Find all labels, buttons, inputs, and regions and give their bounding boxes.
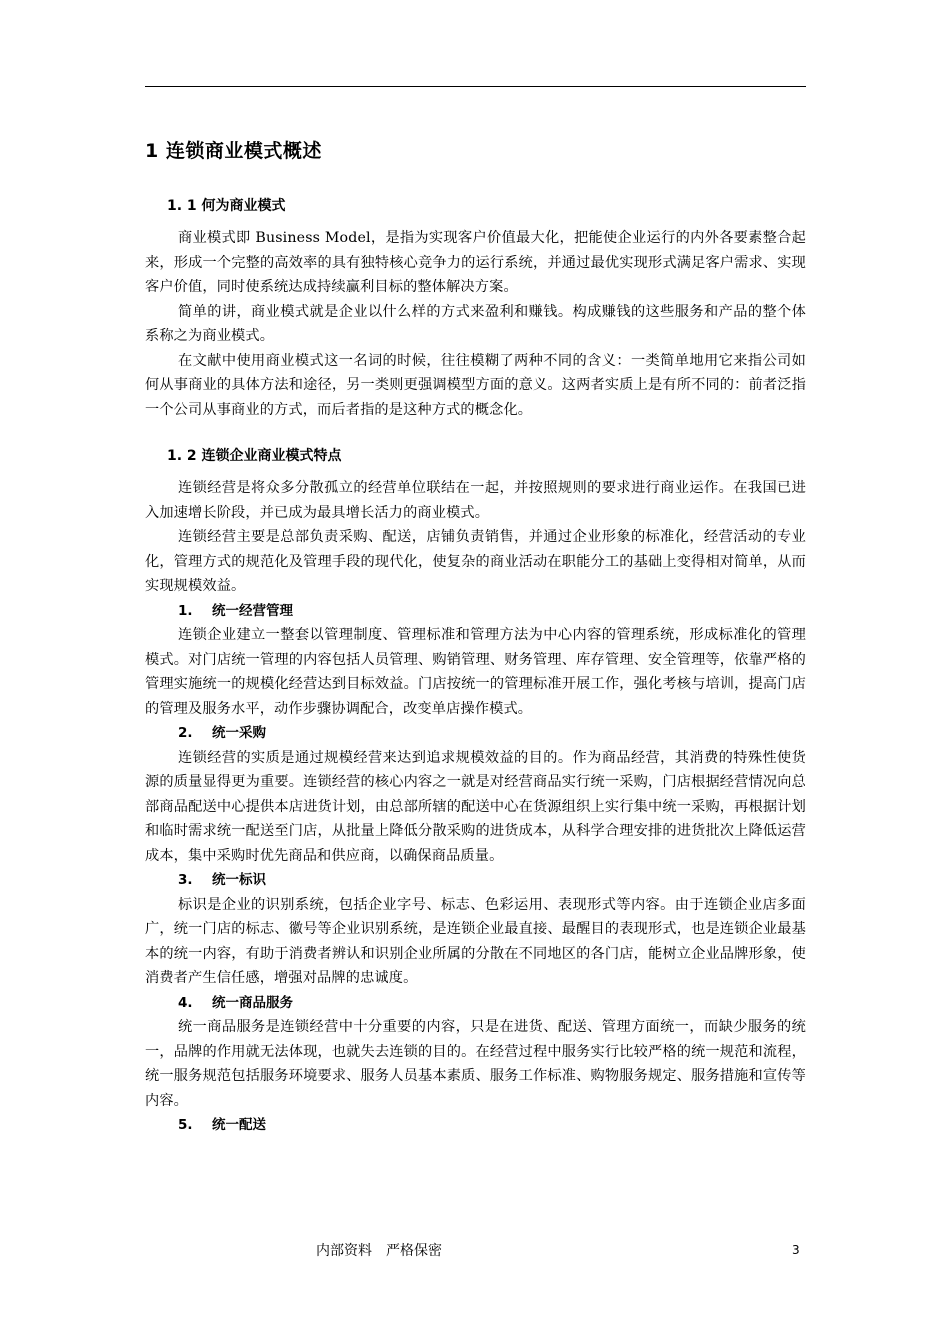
chapter-heading: 1 连锁商业模式概述 (145, 140, 322, 162)
list-item-title: 统一经营管理 (212, 602, 293, 619)
list-item-number: 5. (178, 1117, 193, 1133)
header-rule (145, 86, 806, 87)
page-footer (0, 1240, 950, 1264)
list-item-title: 统一标识 (212, 872, 266, 888)
paragraph: 在文献中使用商业模式这一名词的时候，往往模糊了两种不同的含义：一类简单地用它来指公司如何从事商业的具体方法和途径，另一类则更强调模型方面的意义。这两者实质上是有所不同的：前者泛指一个公司从事商业的方式，而后者指的是这种方式的概念化。 (145, 352, 806, 418)
list-item-title: 统一配送 (212, 1117, 266, 1133)
paragraph: 简单的讲，商业模式就是企业以什么样的方式来盈利和赚钱。构成赚钱的这些服务和产品的整个体系称之为商业模式。 (145, 303, 806, 344)
paragraph: 标识是企业的识别系统，包括企业字号、标志、色彩运用、表现形式等内容。由于连锁企业店多面广，统一门店的标志、徽号等企业识别系统，是连锁企业最直接、最醒目的表现形式，也是连锁企业最基本的统一内容，有助于消费者辨认和识别企业所属的分散在不同地区的各门店，能树立企业品牌形象，使消费者产生信任感，增强对品牌的忠诚度。 (145, 896, 806, 986)
list-item-title: 统一采购 (212, 725, 266, 741)
paragraph: 连锁经营主要是总部负责采购、配送，店铺负责销售，并通过企业形象的标准化，经营活动的专业化，管理方式的规范化及管理手段的现代化，使复杂的商业活动在职能分工的基础上变得相对简单，从而实现规模效益。 (145, 529, 806, 594)
list-item-heading (178, 600, 806, 624)
paragraph: 连锁企业建立一整套以管理制度、管理标准和管理方法为中心内容的管理系统，形成标准化的管理模式。对门店统一管理的内容包括人员管理、购销管理、财务管理、库存管理、安全管理等，依靠严格的管理实施统一的规模化经营达到目标效益。门店按统一的管理标准开展工作，强化考核与培训，提高门店的管理及服务水平，动作步骤协调配合，改变单店操作模式。 (145, 627, 806, 717)
confidential-note: 内部资料 严格保密 (316, 1243, 442, 1259)
document-body (145, 134, 806, 1138)
paragraph: 连锁经营的实质是通过规模经营来达到追求规模效益的目的。作为商品经营，其消费的特殊性使货源的质量显得更为重要。连锁经营的核心内容之一就是对经营商品实行统一采购，门店根据经营情况向总部商品配送中心提供本店进货计划，由总部所辖的配送中心在货源组织上实行集中统一采购，再根据计划和临时需求统一配送至门店，从批量上降低分散采购的进货成本，从科学合理安排的进货批次上降低运营成本，集中采购时优先商品和供应商，以确保商品质量。 (145, 749, 806, 864)
list-item-number: 4. (178, 994, 193, 1011)
paragraph: 商业模式即 Business Model，是指为实现客户价值最大化，把能使企业运行的内外各要素整合起来，形成一个完整的高效率的具有独特核心竞争力的运行系统，并通过最优实现形式满足客户需求、实现客户价值，同时使系统达成持续赢利目标的整体解决方案。 (145, 230, 806, 295)
page-number: 3 (792, 1243, 800, 1257)
paragraph: 统一商品服务是连锁经营中十分重要的内容，只是在进货、配送、管理方面统一，而缺少服务的统一，品牌的作用就无法体现，也就失去连锁的目的。在经营过程中服务实行比较严格的统一规范和流程，统一服务规范包括服务环境要求、服务人员基本素质、服务工作标准、购物服务规定、服务措施和宣传等内容。 (145, 1019, 806, 1109)
list-item-heading (178, 869, 806, 893)
section-heading: 1. 1 何为商业模式 (167, 198, 286, 214)
paragraph: 连锁经营是将众多分散孤立的经营单位联结在一起，并按照规则的要求进行商业运作。在我国已进入加速增长阶段，并已成为最具增长活力的商业模式。 (145, 480, 806, 521)
list-item-number: 2. (178, 725, 193, 741)
list-item-heading (178, 1114, 806, 1138)
list-item-title: 统一商品服务 (212, 994, 293, 1011)
list-item-number: 1. (178, 602, 193, 619)
section-heading: 1. 2 连锁企业商业模式特点 (167, 448, 342, 464)
list-item-heading (178, 992, 806, 1016)
list-item-number: 3. (178, 872, 193, 888)
list-item-heading (178, 722, 806, 746)
